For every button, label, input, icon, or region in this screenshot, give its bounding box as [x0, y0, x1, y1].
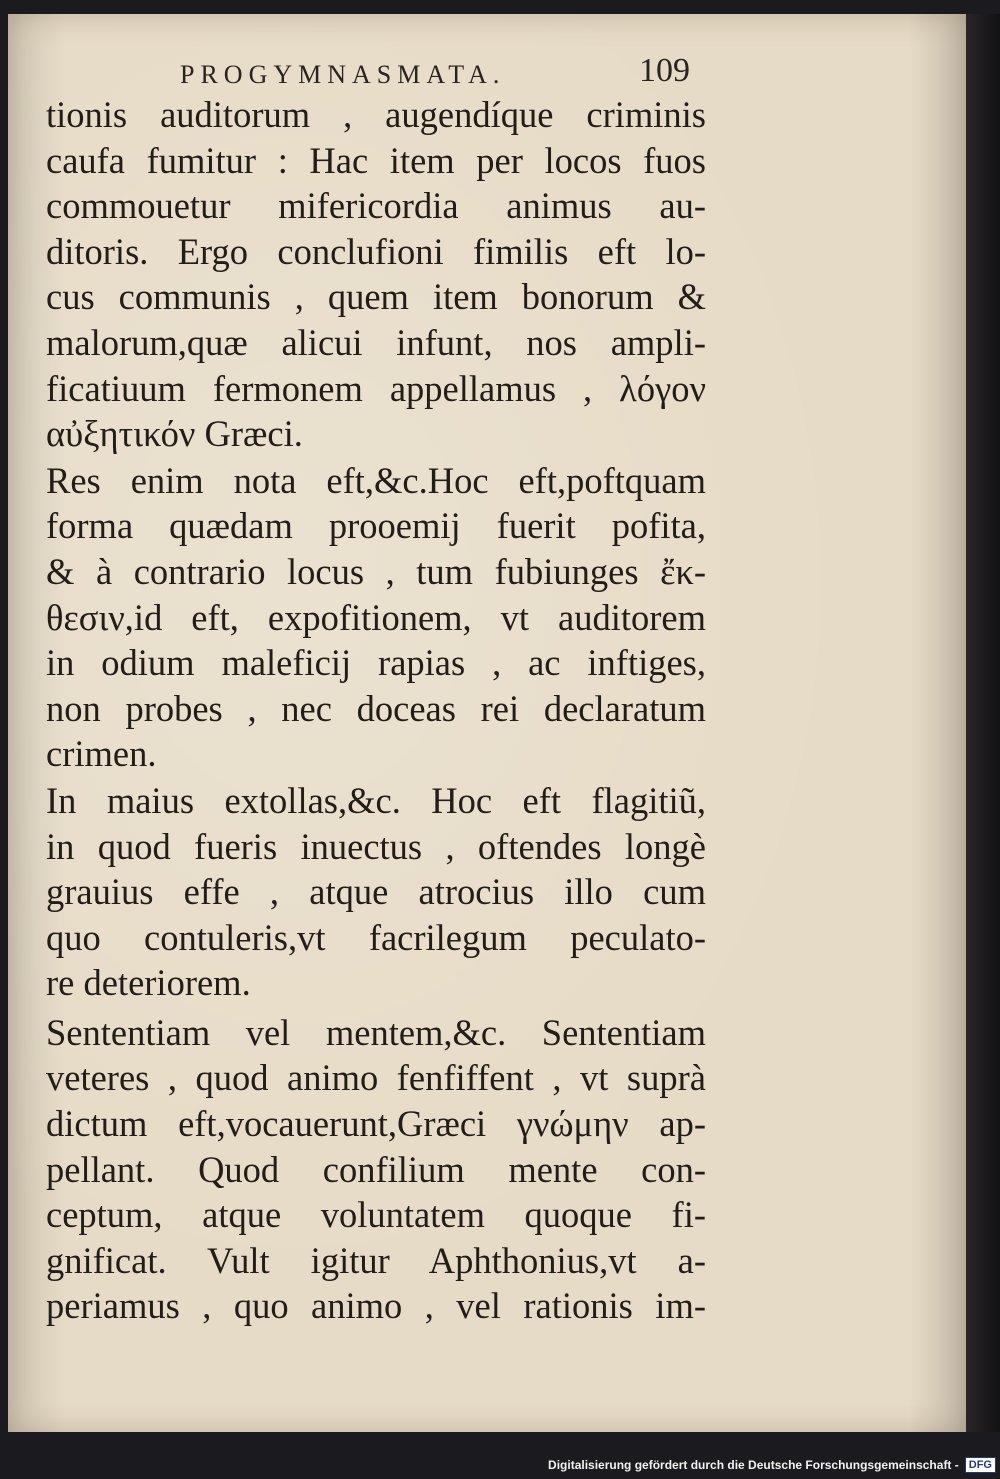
- text-line: crimen.: [46, 733, 157, 775]
- text-line: in quod fueris inuectus , oftendes longè: [46, 825, 706, 867]
- funding-credit: Digitalisierung gefördert durch die Deutsche Forschungsgemeinschaft -: [548, 1458, 959, 1472]
- paragraph-4: [46, 1010, 706, 1329]
- text-line: & à contrario locus , tum fubiunges ἔκ-: [46, 550, 706, 592]
- running-title: PROGYMNASMATA.: [180, 60, 506, 89]
- dfg-logo: DFG: [965, 1457, 996, 1473]
- text-line: tionis auditorum , augendíque criminis: [46, 94, 706, 135]
- text-line: non probes , nec doceas rei declaratum: [46, 687, 706, 729]
- text-line: In maius extollas,&c. Hoc eft flagitiũ,: [46, 779, 706, 821]
- paragraph-1: [46, 92, 706, 457]
- text-line: in odium maleficij rapias , ac inftiges,: [46, 642, 706, 684]
- text-line: grauius effe , atque atrocius illo cum: [46, 871, 706, 913]
- text-line: dictum eft,vocauerunt,Græci γνώμην ap-: [46, 1103, 706, 1145]
- page-header: [180, 52, 690, 92]
- text-line: re deteriorem.: [46, 962, 251, 1004]
- body-text: [46, 92, 706, 1329]
- paragraph-2: [46, 458, 706, 777]
- text-line: ditoris. Ergo conclufioni fimilis eft lo-: [46, 230, 706, 272]
- text-line: gnificat. Vult igitur Aphthonius,vt a-: [46, 1239, 706, 1281]
- text-line: Res enim nota eft,&c.Hoc eft,poftquam: [46, 459, 706, 501]
- text-line: Sententiam vel mentem,&c. Sententiam: [46, 1011, 706, 1053]
- text-line: cus communis , quem item bonorum &: [46, 276, 706, 318]
- text-line: forma quædam prooemij fuerit pofita,: [46, 505, 706, 547]
- text-line: αὐξητικόν Græci.: [46, 413, 303, 455]
- digitization-footer: [548, 1456, 996, 1474]
- text-line: quo contuleris,vt facrilegum peculato-: [46, 916, 706, 958]
- text-line: veteres , quod animo fenfiffent , vt suprà: [46, 1057, 706, 1099]
- text-line: ceptum, atque voluntatem quoque fi-: [46, 1194, 706, 1236]
- text-line: θεσιν,id eft, expofitionem, vt auditorem: [46, 596, 706, 638]
- text-line: periamus , quo animo , vel rationis im-: [46, 1285, 706, 1327]
- text-line: ficatiuum fermonem appellamus , λόγον: [46, 367, 706, 409]
- page-number: 109: [639, 52, 690, 89]
- page-edge-shadow: [966, 14, 1000, 1432]
- text-line: commouetur mifericordia animus au-: [46, 185, 706, 227]
- text-line: malorum,quæ alicui infunt, nos ampli-: [46, 321, 706, 363]
- text-line: pellant. Quod confilium mente con-: [46, 1148, 706, 1190]
- paragraph-3: [46, 778, 706, 1006]
- text-line: caufa fumitur : Hac item per locos fuos: [46, 139, 706, 181]
